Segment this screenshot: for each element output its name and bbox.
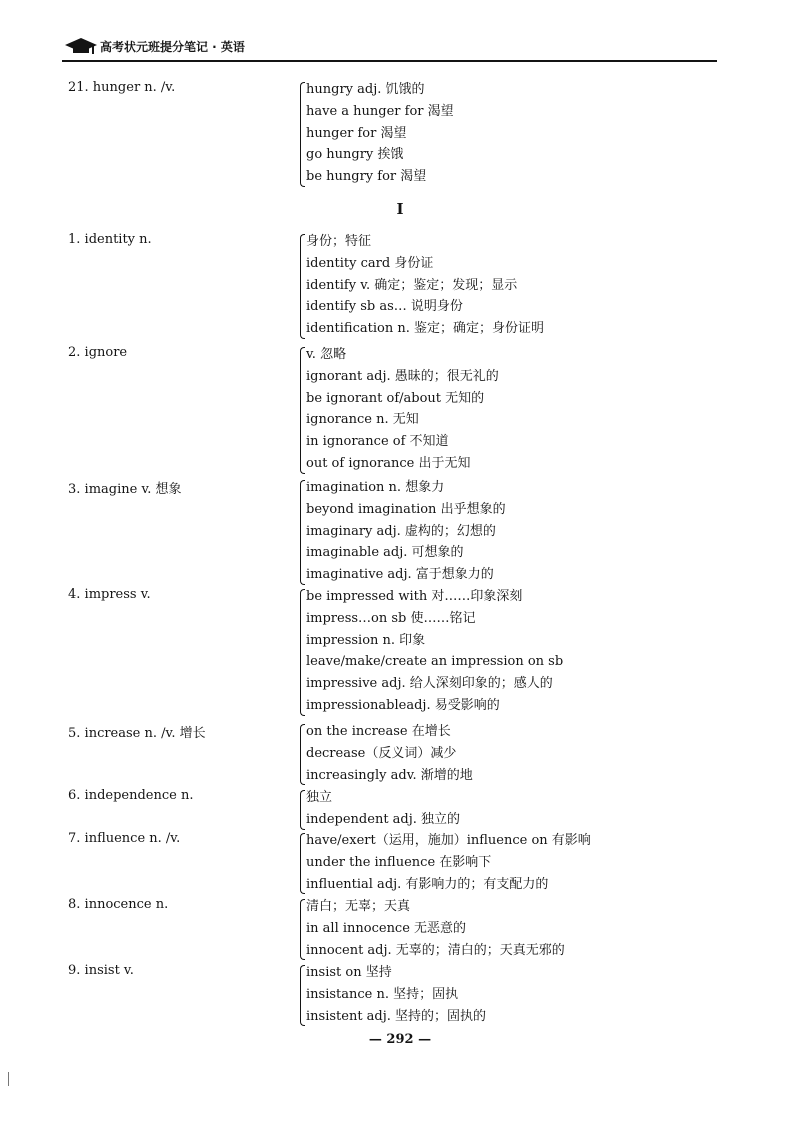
margin-mark <box>8 1072 9 1086</box>
bracket <box>300 790 305 830</box>
header-title: 高考状元班提分笔记 · 英语 <box>100 40 245 54</box>
entry-line: insist on 坚持 <box>306 965 392 980</box>
entry-lines <box>306 831 591 896</box>
entry-line: leave/make/create an impression on sb <box>306 654 564 670</box>
entry-line: imagination n. 想象力 <box>306 480 445 495</box>
entry-lines <box>306 478 506 587</box>
entry-line: impression n. 印象 <box>306 632 426 648</box>
entry-line: influential adj. 有影响力的；有支配力的 <box>306 876 549 892</box>
bracket <box>300 347 305 474</box>
entry-line: impress…on sb 使……铭记 <box>306 610 476 626</box>
entry-line: be hungry for 渴望 <box>306 169 427 185</box>
graduation-cap-icon <box>64 36 98 56</box>
entry-line: v. 忽略 <box>306 347 347 362</box>
bracket <box>300 480 305 585</box>
entry-headword: 21. hunger n. /v. <box>68 80 176 95</box>
entry-headword: 4. impress v. <box>68 587 151 602</box>
entry-line: in ignorance of 不知道 <box>306 434 449 450</box>
page-number: — 292 — <box>368 1032 432 1047</box>
entry-line: imaginable adj. 可想象的 <box>306 545 464 561</box>
entry-line: on the increase 在增长 <box>306 724 451 739</box>
entry-lines <box>306 345 499 476</box>
entry-line: identification n. 鉴定；确定；身份证明 <box>306 321 544 337</box>
entry-headword: 3. imagine v. 想象 <box>68 482 182 497</box>
entry-line: hunger for 渴望 <box>306 125 407 141</box>
bracket <box>300 82 305 187</box>
entry-line: identify v. 确定；鉴定；发现；显示 <box>306 277 518 293</box>
entry-headword: 6. independence n. <box>68 788 194 803</box>
entry-line: impressionableadj. 易受影响的 <box>306 697 500 713</box>
entry-lines <box>306 897 565 962</box>
bracket <box>300 899 305 960</box>
entry-line: ignorance n. 无知 <box>306 412 419 428</box>
entry-line: under the influence 在影响下 <box>306 854 492 870</box>
entry-lines <box>306 963 486 1028</box>
entry-line: increasingly adv. 渐增的地 <box>306 767 473 783</box>
entry-line: insistent adj. 坚持的；固执的 <box>306 1008 487 1024</box>
entry-line: have a hunger for 渴望 <box>306 103 454 119</box>
entry-line: beyond imagination 出乎想象的 <box>306 501 506 517</box>
entry-line: 身份；特征 <box>306 234 372 249</box>
entry-lines <box>306 587 563 718</box>
entry-line: decrease（反义词）减少 <box>306 745 457 761</box>
entry-headword: 2. ignore <box>68 345 128 360</box>
bracket <box>300 234 305 339</box>
bracket <box>300 589 305 716</box>
entry-line: 独立 <box>306 790 333 805</box>
entry-line: independent adj. 独立的 <box>306 811 461 827</box>
entry-line: go hungry 挨饿 <box>306 147 404 163</box>
header-rule <box>62 60 717 62</box>
entry-line: imaginative adj. 富于想象力的 <box>306 567 494 583</box>
page-header <box>62 34 717 64</box>
entry-headword: 5. increase n. /v. 增长 <box>68 726 206 741</box>
entry-lines <box>306 788 460 832</box>
entry-lines <box>306 80 454 189</box>
bracket <box>300 833 305 894</box>
entry-line: have/exert（运用，施加）influence on 有影响 <box>306 833 591 848</box>
entry-line: out of ignorance 出于无知 <box>306 455 471 471</box>
entry-line: imaginary adj. 虚构的；幻想的 <box>306 523 496 539</box>
entry-line: innocent adj. 无辜的；清白的；天真无邪的 <box>306 942 565 958</box>
entry-headword: 9. insist v. <box>68 963 134 978</box>
entry-lines <box>306 232 544 341</box>
entry-line: 清白；无辜；天真 <box>306 899 411 914</box>
bracket <box>300 724 305 785</box>
entry-line: hungry adj. 饥饿的 <box>306 82 425 97</box>
section-letter: I <box>396 200 404 218</box>
entry-line: identify sb as… 说明身份 <box>306 299 463 315</box>
entry-line: identity card 身份证 <box>306 255 434 271</box>
entry-line: be impressed with 对……印象深刻 <box>306 589 523 604</box>
bracket <box>300 965 305 1026</box>
entry-line: be ignorant of/about 无知的 <box>306 390 485 406</box>
entry-line: ignorant adj. 愚昧的；很无礼的 <box>306 368 499 384</box>
entry-headword: 1. identity n. <box>68 232 152 247</box>
entry-line: insistance n. 坚持；固执 <box>306 986 459 1002</box>
entry-line: in all innocence 无恶意的 <box>306 920 467 936</box>
entry-headword: 7. influence n. /v. <box>68 831 181 846</box>
entry-lines <box>306 722 473 787</box>
entry-line: impressive adj. 给人深刻印象的；感人的 <box>306 676 553 692</box>
entry-headword: 8. innocence n. <box>68 897 169 912</box>
